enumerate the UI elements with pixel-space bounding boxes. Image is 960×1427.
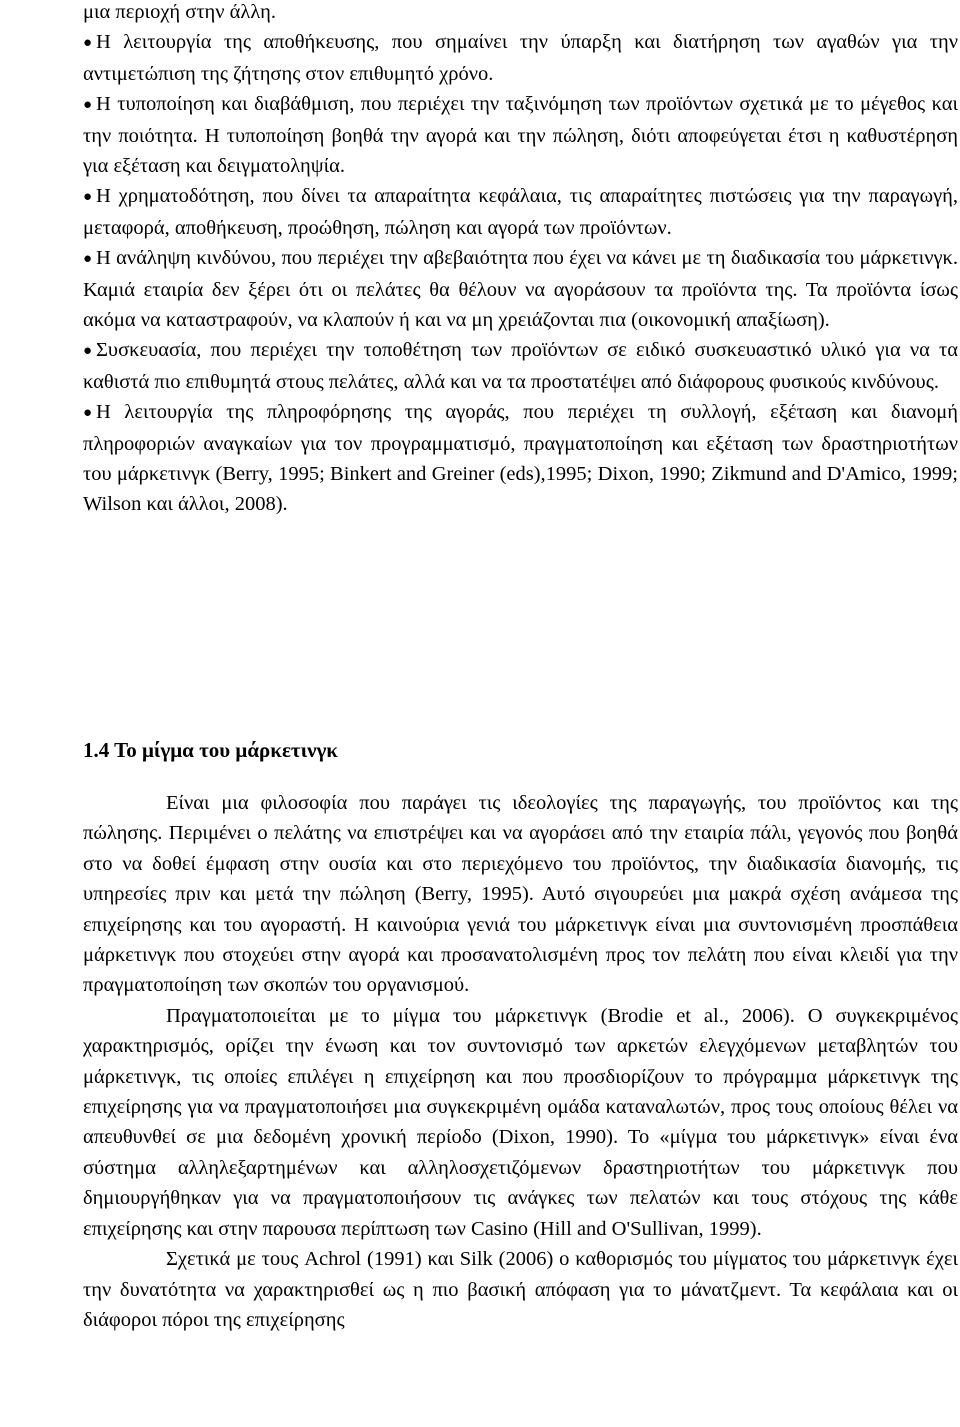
paragraph: Είναι μια φιλοσοφία που παράγει τις ιδεολογίες της παραγωγής, του προϊόντος και της πώλησης. Περιμένει ο πελάτης να επιστρέψει και να αγοράσει από την εταιρία πάλι, γεγονός που βοηθά στο να δοθεί έμφαση στην ουσία και στο περιεχόμενο του προϊόντος, την διαδικασία διανομής, τις υπηρεσίες πριν και μετά την πώληση (Berry, 1995). Αυτό σιγουρεύει μια μακρά σχέση ανάμεσα της επιχείρησης και του αγοραστή. Η καινούρια γενιά του μάρκετινγκ είναι μια συντονισμένη προσπάθεια μάρκετινγκ που στοχεύει στην αγορά και προσανατολισμένη προς τον πελάτη που είναι κλειδί για την πραγματοποίηση των σκοπών του οργανισμού.	[83, 792, 958, 997]
list-item: ● Η ανάληψη κινδύνου, που περιέχει την αβεβαιότητα που έχει να κάνει με τη διαδικασία του μάρκετινγκ. Καμιά εταιρία δεν ξέρει ότι οι πελάτες θα θέλουν να αγοράσουν τα προϊόντα της. Τα προϊόντα ίσως ακόμα να καταστραφούν, να κλαπούν ή και να μη χρειάζονται πια (οικονομική απαξίωση).	[83, 243, 958, 335]
continuation-text: μια περιοχή στην άλλη.	[83, 1, 276, 23]
list-item: ● Η χρηματοδότηση, που δίνει τα απαραίτητα κεφάλαια, τις απαραίτητες πιστώσεις για την παραγωγή, μεταφορά, αποθήκευση, προώθηση, πώληση και αγορά των προϊόντων.	[83, 181, 958, 243]
bullet-list	[83, 27, 958, 520]
list-item: ● Η λειτουργία της αποθήκευσης, που σημαίνει την ύπαρξη και διατήρηση των αγαθών για την αντιμετώπιση της ζήτησης στον επιθυμητό χρόνο.	[83, 27, 958, 89]
bullet-icon: ●	[83, 189, 93, 206]
section-title: Το μίγμα του μάρκετινγκ	[114, 738, 338, 762]
section-number: 1.4	[83, 738, 110, 762]
bullet-icon: ●	[83, 97, 93, 114]
paragraph: Πραγματοποιείται με το μίγμα του μάρκετινγκ (Brodie et al., 2006). Ο συγκεκριμένος χαρακτηρισμός, ορίζει την ένωση και τον συντονισμό των αρκετών ελεγχόμενων μεταβλητών του μάρκετινγκ, τις οποίες επιλέγει η επιχείρηση και που προσδιορίζουν το πρόγραμμα μάρκετινγκ της επιχείρησης για να πραγματοποιήσει μια συγκεκριμένη ομάδα καταναλωτών, προς τους οποίους θέλει να απευθυνθεί σε μια δεδομένη χρονική περίοδο (Dixon, 1990). Το «μίγμα του μάρκετινγκ» είναι ένα σύστημα αλληλεξαρτημένων και αλληλοσχετιζόμενων δραστηριοτήτων του μάρκετινγκ που δημιουργήθηκαν για να πραγματοποιήσουν τις ανάγκες των πελατών και τους στόχους της κάθε επιχείρησης και στην παρουσα περίπτωση των Casino (Hill and O'Sullivan, 1999).	[83, 1004, 958, 1240]
document-page	[83, 0, 958, 520]
paragraph: Σχετικά με τους Achrol (1991) και Silk (2006) ο καθορισμός του μίγματος του μάρκετινγκ έχει την δυνατότητα να χαρακτηρισθεί ως η πιο βασική απόφαση για το μάνατζμεντ. Τα κεφάλαια και οι διάφοροι πόροι της επιχείρησης	[83, 1248, 958, 1331]
bullet-icon: ●	[83, 35, 93, 52]
bullet-icon: ●	[83, 251, 93, 268]
list-item: ● Η τυποποίηση και διαβάθμιση, που περιέχει την ταξινόμηση των προϊόντων σχετικά με το μέγεθος και την ποιότητα. Η τυποποίηση βοηθά την αγορά και την πώληση, διότι αποφεύγεται έτσι η καθυστέρηση για εξέταση και δειγματοληψία.	[83, 89, 958, 181]
bullet-icon: ●	[83, 343, 93, 360]
section-heading	[83, 735, 338, 765]
section-body	[83, 788, 958, 1335]
bullet-icon: ●	[83, 405, 93, 422]
list-item: ● Η λειτουργία της πληροφόρησης της αγοράς, που περιέχει τη συλλογή, εξέταση και διανομή πληροφοριών αναγκαίων για τον προγραμματισμό, πραγματοποίηση και εξέταση των δραστηριοτήτων του μάρκετινγκ (Berry, 1995; Binkert and Greiner (eds),1995; Dixon, 1990; Zikmund and D'Amico, 1999; Wilson και άλλοι, 2008).	[83, 397, 958, 520]
list-item: ● Συσκευασία, που περιέχει την τοποθέτηση των προϊόντων σε ειδικό συσκευαστικό υλικό για να τα καθιστά πιο επιθυμητά στους πελάτες, αλλά και να τα προστατέψει από διάφορους φυσικούς κινδύνους.	[83, 335, 958, 397]
